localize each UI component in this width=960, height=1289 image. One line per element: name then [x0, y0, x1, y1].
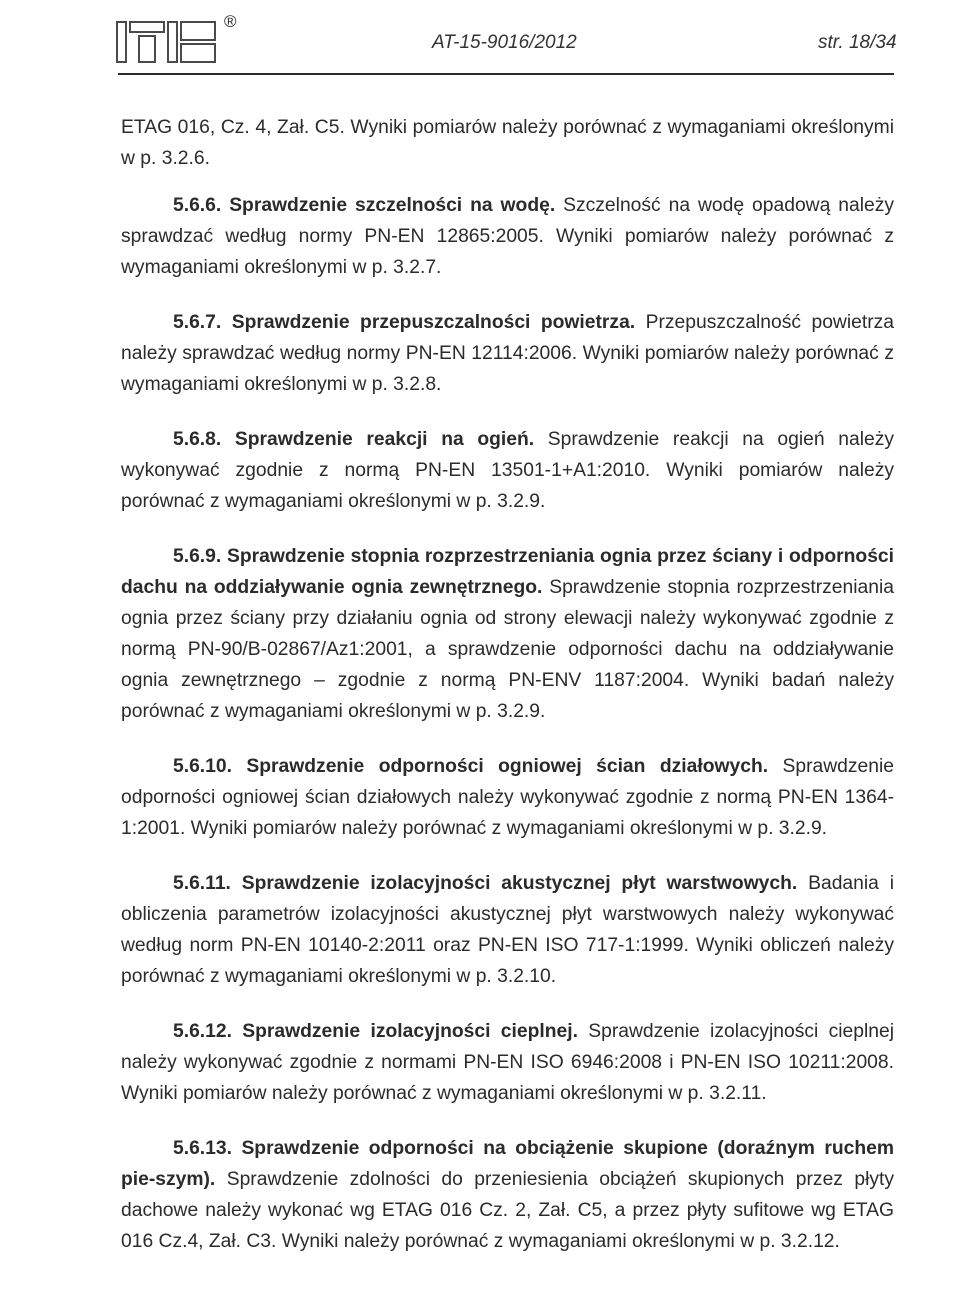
section-heading: 5.6.8. Sprawdzenie reakcji na ogień.	[173, 429, 535, 450]
section-body: Sprawdzenie izolacyjności cieplnej należy wykonywać zgodnie z normami PN-EN ISO 6946:2008 i PN-EN ISO 10211:2008. Wyniki pomiarów należy porównać z wymaganiami określonymi w p. 3.2.11.	[121, 1021, 894, 1104]
section-heading: 5.6.13. Sprawdzenie odporności na obciążenie skupione (doraźnym ruchem pie-szym).	[121, 1138, 894, 1190]
section-heading: 5.6.10. Sprawdzenie odporności ogniowej ścian działowych.	[173, 756, 769, 777]
document-body	[121, 112, 894, 1281]
page-number: str. 18/34	[818, 32, 897, 53]
section-5-6-7	[121, 307, 894, 400]
document-id: AT-15-9016/2012	[432, 32, 577, 53]
section-heading: 5.6.6. Sprawdzenie szczelności na wodę.	[173, 195, 556, 216]
registered-mark: ®	[224, 12, 237, 31]
section-5-6-12	[121, 1016, 894, 1109]
section-body: Sprawdzenie zdolności do przeniesienia obciążeń skupionych przez płyty dachowe należy wykonać wg ETAG 016 Cz. 2, Zał. C5, a przez płyty sufitowe wg ETAG 016 Cz.4, Zał. C3. Wyniki należy porównać z wymaganiami określonymi w p. 3.2.12.	[121, 1169, 894, 1252]
section-heading: 5.6.11. Sprawdzenie izolacyjności akustycznej płyt warstwowych.	[173, 873, 798, 894]
section-body: Sprawdzenie reakcji na ogień należy wykonywać zgodnie z normą PN-EN 13501-1+A1:2010. Wyniki pomiarów należy porównać z wymaganiami określonymi w p. 3.2.9.	[121, 429, 894, 512]
section-5-6-11	[121, 868, 894, 992]
section-body: Badania i obliczenia parametrów izolacyjności akustycznej płyt warstwowych należy wykonywać według norm PN-EN 10140-2:2011 oraz PN-EN ISO 717-1:1999. Wyniki obliczeń należy porównać z wymaganiami określonymi w p. 3.2.10.	[121, 873, 894, 987]
section-5-6-13	[121, 1133, 894, 1257]
intro-paragraph: ETAG 016, Cz. 4, Zał. C5. Wyniki pomiarów należy porównać z wymaganiami określonymi w p. 3.2.6.	[121, 117, 894, 169]
section-5-6-6	[121, 190, 894, 283]
section-5-6-8	[121, 424, 894, 517]
header-rule	[118, 73, 894, 75]
section-heading: 5.6.9. Sprawdzenie stopnia rozprzestrzeniania ognia przez ściany i odporności dachu na oddziaływanie ognia zewnętrznego.	[121, 546, 894, 598]
section-body: Sprawdzenie stopnia rozprzestrzeniania ognia przez ściany przy działaniu ognia od strony elewacji należy wykonywać zgodnie z normą PN-90/B-02867/Az1:2001, a sprawdzenie odporności dachu na oddziaływanie ognia zewnętrznego – zgodnie z normą PN-ENV 1187:2004. Wyniki badań należy porównać z wymaganiami określonymi w p. 3.2.9.	[121, 577, 894, 722]
page-header	[0, 0, 960, 80]
section-5-6-10	[121, 751, 894, 844]
section-heading: 5.6.7. Sprawdzenie przepuszczalności powietrza.	[173, 312, 636, 333]
section-body: Przepuszczalność powietrza należy sprawdzać według normy PN-EN 12114:2006. Wyniki pomiarów należy porównać z wymaganiami określonymi w p. 3.2.8.	[121, 312, 894, 395]
section-body: Sprawdzenie odporności ogniowej ścian działowych należy wykonywać zgodnie z normą PN-EN 1364-1:2001. Wyniki pomiarów należy porównać z wymaganiami określonymi w p. 3.2.9.	[121, 756, 894, 839]
section-heading: 5.6.12. Sprawdzenie izolacyjności cieplnej.	[173, 1021, 578, 1042]
section-5-6-9	[121, 541, 894, 727]
itb-logo-icon	[116, 18, 226, 64]
section-body: Szczelność na wodę opadową należy sprawdzać według normy PN-EN 12865:2005. Wyniki pomiarów należy porównać z wymaganiami określonymi w p. 3.2.7.	[121, 195, 894, 278]
